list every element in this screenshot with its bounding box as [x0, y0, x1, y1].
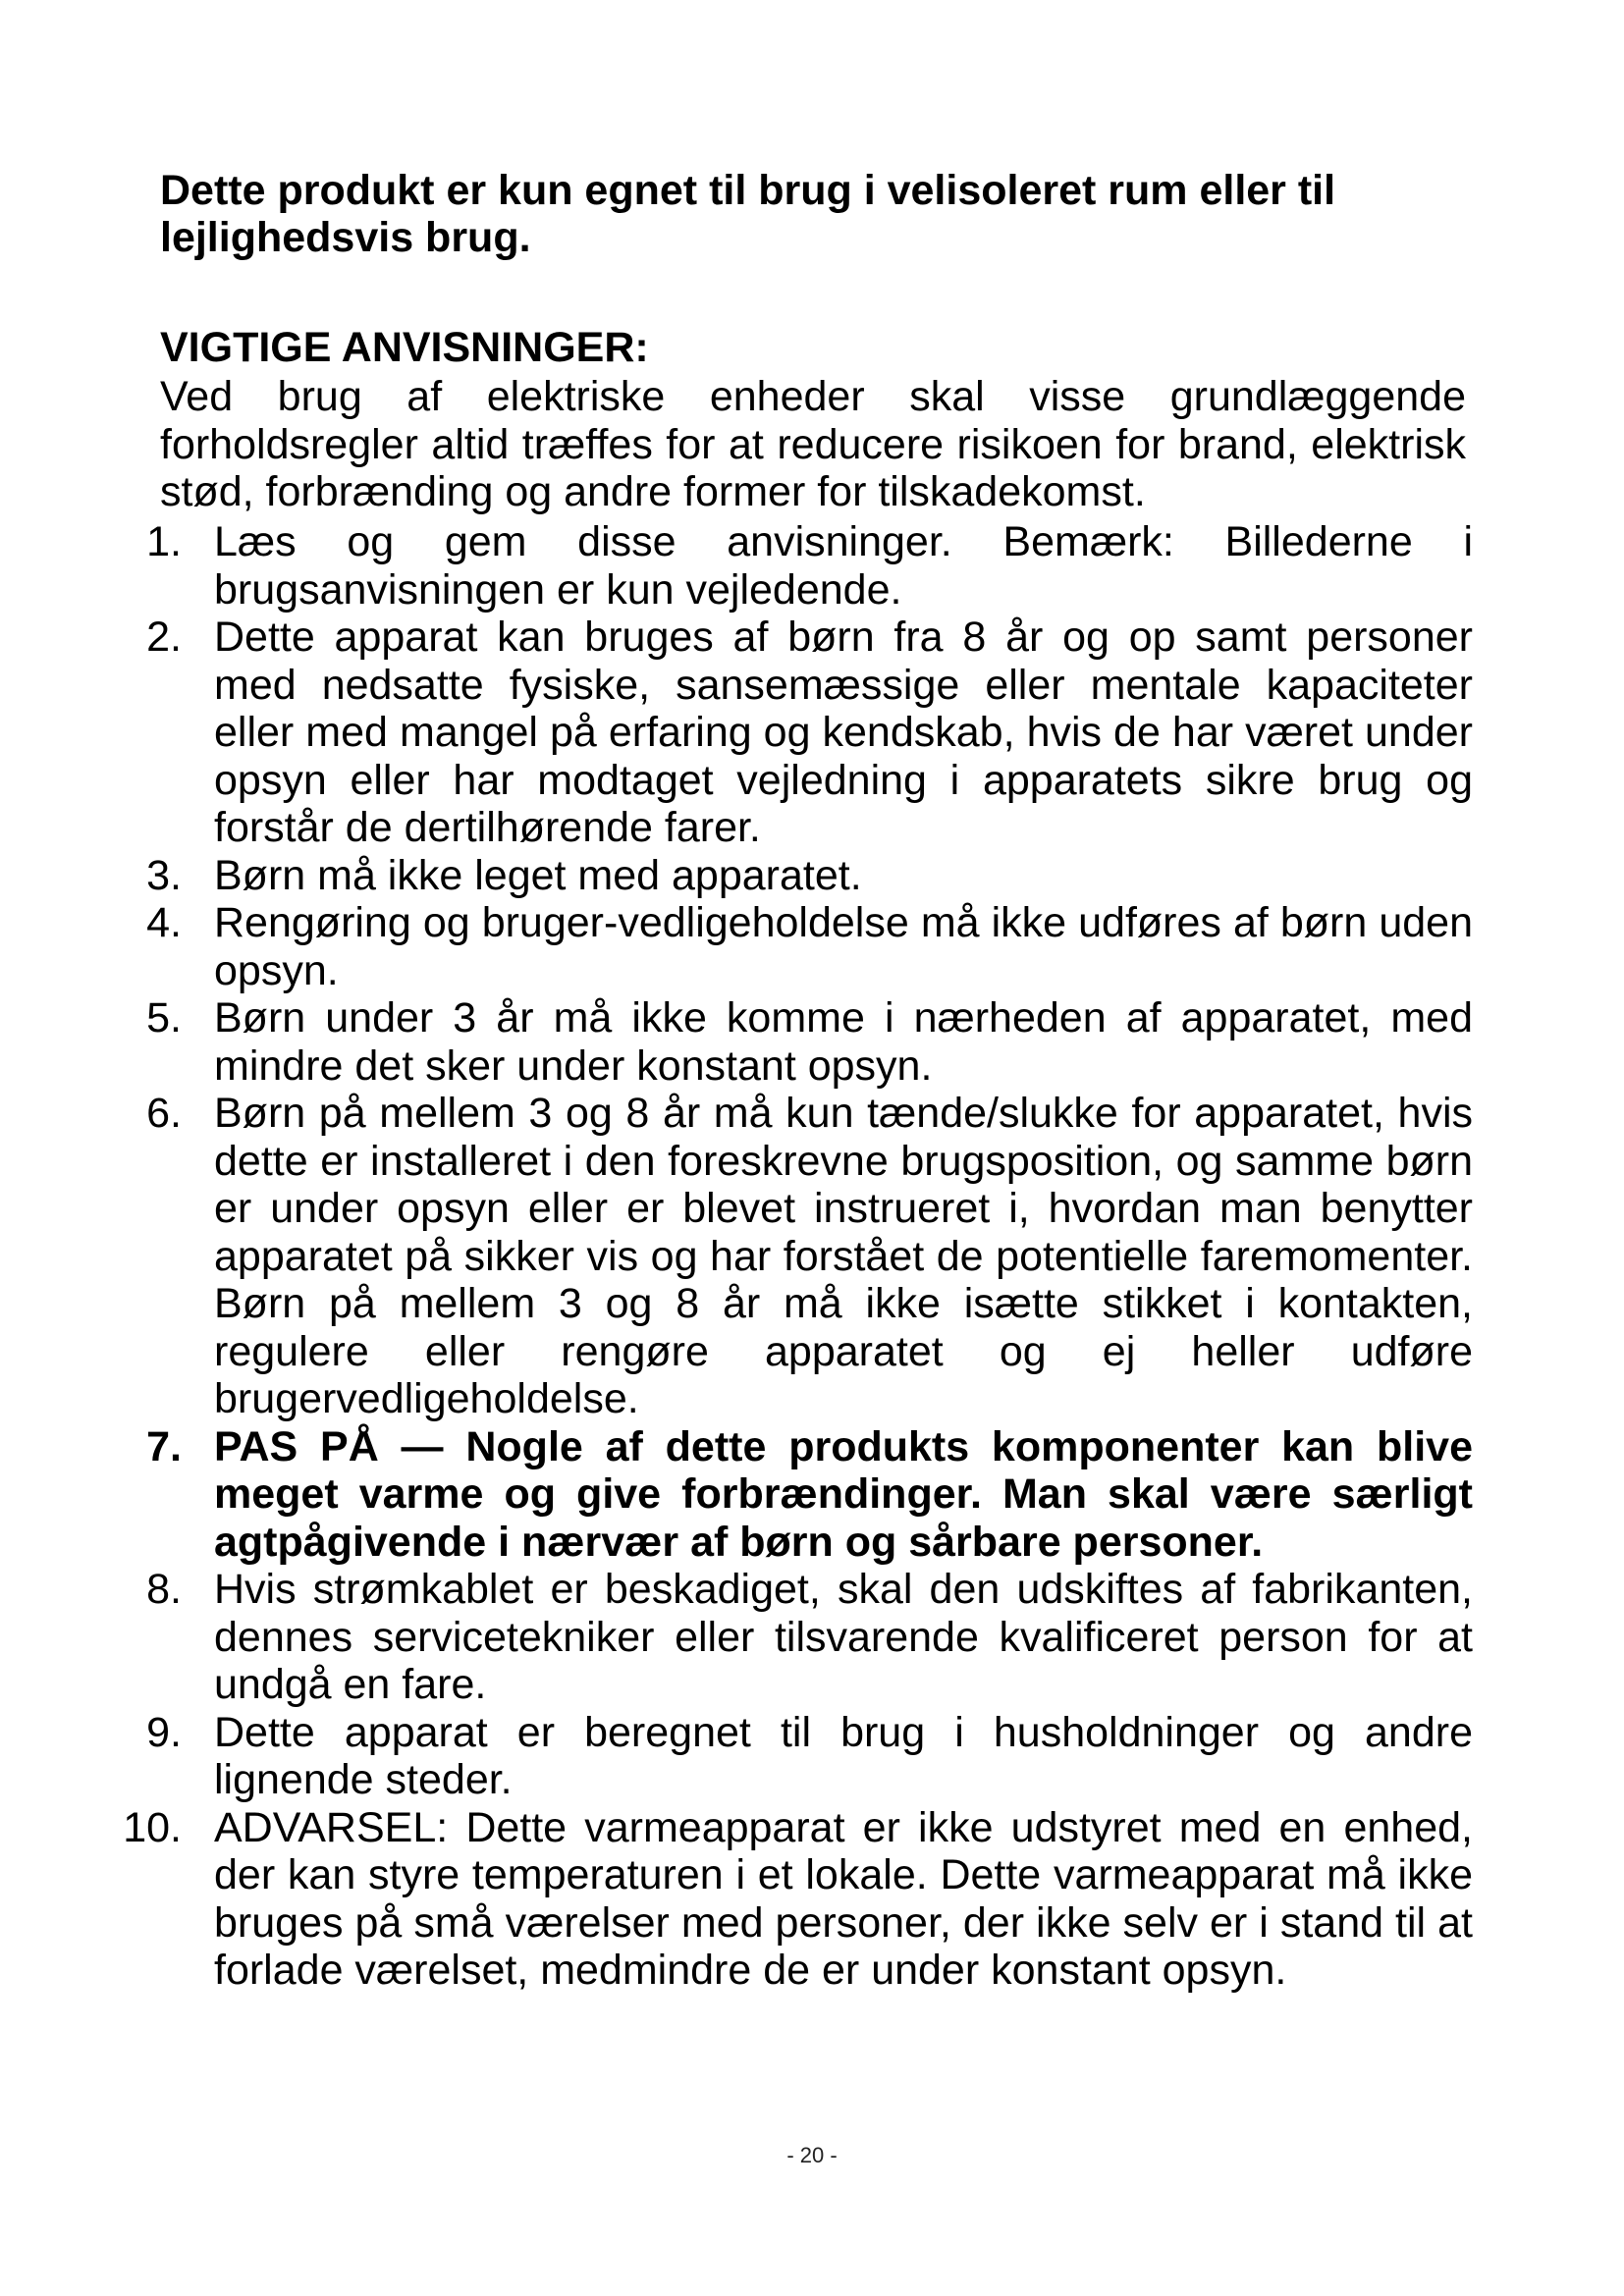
list-item-warning: [0, 1423, 1473, 1567]
list-item-number: 5.: [146, 994, 182, 1041]
list-item-text: Dette apparat er beregnet til brug i husholdninger og andre lignende steder.: [214, 1708, 1473, 1803]
list-item-text: PAS PÅ — Nogle af dette produkts komponenter kan blive meget varme og give forbrændinger. Man skal være særligt agtpågivende i nærvær af børn og sårbare personer.: [214, 1422, 1473, 1566]
list-item: [0, 614, 1473, 852]
list-item: [0, 994, 1473, 1090]
list-item-text: Børn på mellem 3 og 8 år må kun tænde/slukke for apparatet, hvis dette er installeret i den foreskrevne brugsposition, og samme børn er under opsyn eller er blevet instrueret i, hvordan man benytter apparatet på sikker vis og har forstået de potentielle faremomenter. Børn på mellem 3 og 8 år må ikke isætte stikket i kontakten, regulere eller rengøre apparatet og ej heller udføre brugervedligeholdelse.: [214, 1090, 1473, 1422]
list-item: [0, 518, 1473, 614]
list-item: [0, 1566, 1473, 1709]
list-item-number: 8.: [146, 1566, 182, 1613]
list-item-number: 1.: [146, 518, 182, 565]
section-heading: VIGTIGE ANVISNINGER:: [160, 324, 649, 371]
list-item: [0, 1804, 1473, 1995]
list-item-text: Dette apparat kan bruges af børn fra 8 år og op samt personer med nedsatte fysiske, sansemæssige eller mentale kapaciteter eller med mangel på erfaring og kendskab, hvis de har været under opsyn eller har modtaget vejledning i apparatets sikre brug og forstår de dertilhørende farer.: [214, 614, 1473, 851]
list-item: [0, 1090, 1473, 1423]
list-item-number: 3.: [146, 851, 182, 899]
list-item-number: 9.: [146, 1708, 182, 1756]
list-item-text: ADVARSEL: Dette varmeapparat er ikke udstyret med en enhed, der kan styre temperaturen i et lokale. Dette varmeapparat må ikke bruges på små værelser med personer, der ikke selv er i stand til at forlade værelset, medmindre de er under konstant opsyn.: [214, 1803, 1473, 1994]
page-number: - 20 -: [786, 2143, 838, 2167]
list-item-text: Børn må ikke leget med apparatet.: [214, 851, 862, 899]
list-item-text: Rengøring og bruger-vedligeholdelse må ikke udføres af børn uden opsyn.: [214, 899, 1473, 994]
list-item: [0, 1709, 1473, 1804]
list-item-number: 2.: [146, 614, 182, 661]
list-item: [0, 899, 1473, 994]
list-item-text: Børn under 3 år må ikke komme i nærheden af apparatet, med mindre det sker under konstant opsyn.: [214, 994, 1473, 1090]
list-item-number: 7.: [146, 1422, 182, 1470]
intro-notice: Dette produkt er kun egnet til brug i velisoleret rum eller til lejlighedsvis brug.: [160, 167, 1336, 261]
instruction-list: [0, 518, 1624, 1995]
list-item-number: 6.: [146, 1090, 182, 1137]
list-item: [0, 852, 1473, 900]
list-item-number: 4.: [146, 899, 182, 946]
intro-paragraph: Ved brug af elektriske enheder skal visse grundlæggende forholdsregler altid træffes for at reducere risikoen for brand, elektrisk stød, forbrænding og andre former for tilskadekomst.: [160, 373, 1466, 515]
list-item-text: Læs og gem disse anvisninger. Bemærk: Billederne i brugsanvisningen er kun vejledende.: [214, 518, 1473, 614]
list-item-number: 10.: [123, 1803, 182, 1851]
list-item-text: Hvis strømkablet er beskadiget, skal den udskiftes af fabrikanten, dennes servicetekniker eller tilsvarende kvalificeret person for at undgå en fare.: [214, 1566, 1473, 1708]
